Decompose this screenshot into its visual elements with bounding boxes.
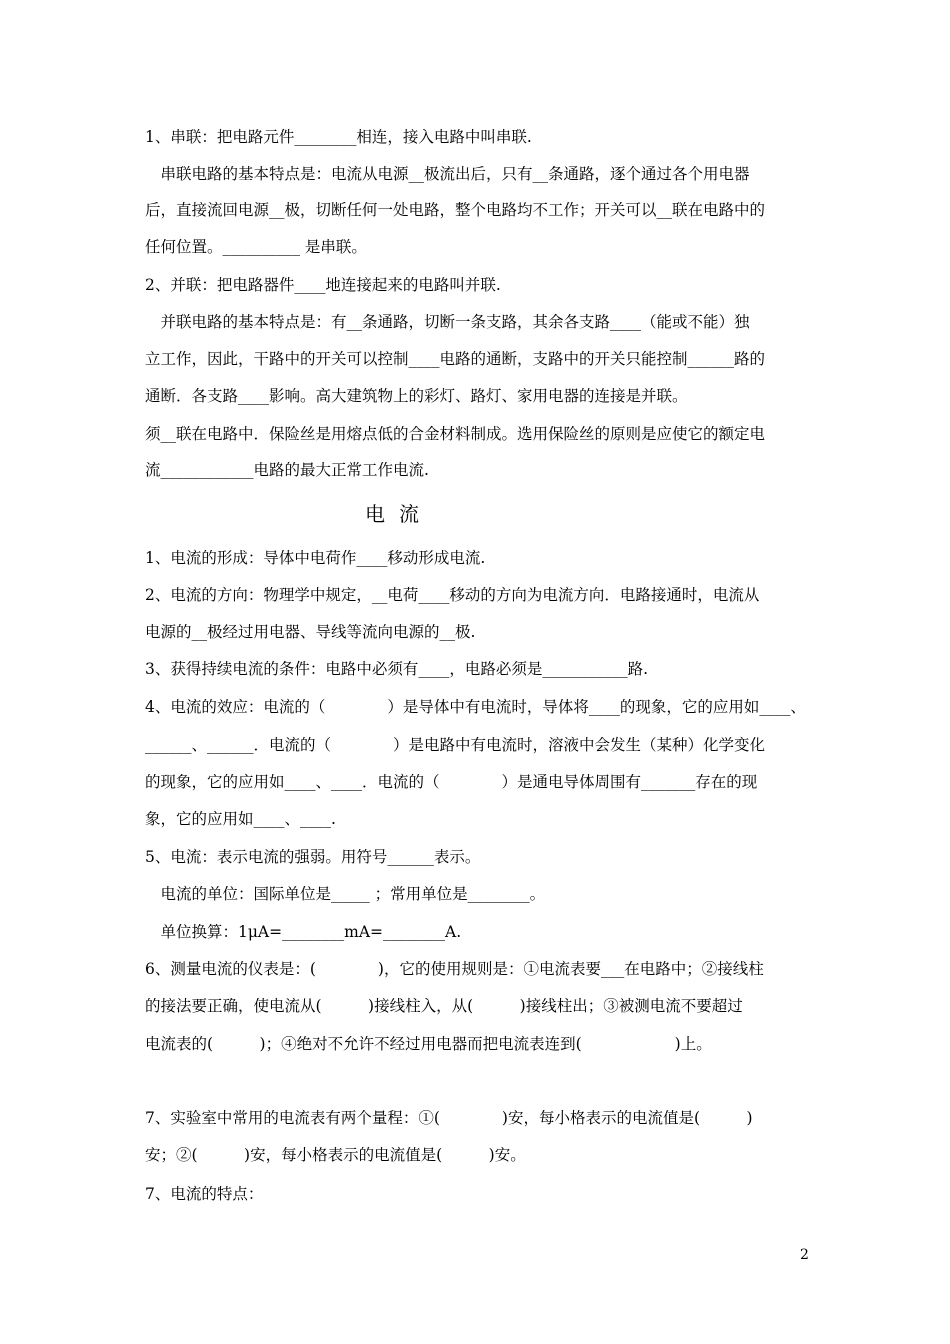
text-line-7: 立工作，因此，干路中的开关可以控制____电路的通断，支路中的开关只能控制______路的 [145,350,766,368]
text-line-15: 4、电流的效应：电流的（ ）是导体中有电流时，导体将____的现象，它的应用如____、 [145,698,806,716]
text-line-2: 串联电路的基本特点是：电流从电源__极流出后，只有__条通路，逐个通过各个用电器 [145,165,750,183]
text-line-4: 任何位置。__________ 是串联。 [145,238,367,256]
text-line-25: 7、实验室中常用的电流表有两个量程：①( )安，每小格表示的电流值是( ) [145,1109,753,1127]
text-line-27: 7、电流的特点： [145,1185,264,1203]
text-line-11: 1、电流的形成：导体中电荷作____移动形成电流. [145,549,486,567]
text-line-5: 2、并联：把电路器件____地连接起来的电路叫并联. [145,276,501,294]
text-line-26: 安；②( )安，每小格表示的电流值是( )安。 [145,1146,526,1164]
text-line-13: 电源的__极经过用电器、导线等流向电源的__极. [145,623,476,641]
text-line-24: 电流表的( )；④绝对不允许不经过用电器而把电流表连到( )上。 [145,1035,712,1053]
text-line-18: 象，它的应用如____、____. [145,810,336,828]
text-line-21: 单位换算：1μA=________mA=________A. [145,923,462,941]
text-line-20: 电流的单位：国际单位是_____ ；常用单位是________。 [145,885,546,903]
text-line-17: 的现象，它的应用如____、____．电流的（ ）是通电导体周围有_______存在的现 [145,773,758,791]
text-line-1: 1、串联：把电路元件________相连，接入电路中叫串联. [145,128,532,146]
text-line-8: 通断．各支路____影响。高大建筑物上的彩灯、路灯、家用电器的连接是并联。 [145,387,688,405]
text-line-19: 5、电流：表示电流的强弱。用符号______表示。 [145,848,481,866]
section-title: 电流 [365,502,433,526]
text-line-3: 后，直接流回电源__极，切断任何一处电路，整个电路均不工作；开关可以__联在电路中的 [145,201,766,219]
text-line-6: 并联电路的基本特点是：有__条通路，切断一条支路，其余各支路____（能或不能）独 [145,313,750,331]
page-number: 2 [800,1247,809,1263]
text-line-10: 流____________电路的最大正常工作电流. [145,461,429,479]
text-line-16: ______、______．电流的（ ）是电路中有电流时，溶液中会发生（某种）化学变化 [145,736,766,754]
text-line-23: 的接法要正确，使电流从( )接线柱入，从( )接线柱出；③被测电流不要超过 [145,997,743,1015]
text-line-22: 6、测量电流的仪表是：( )，它的使用规则是：①电流表要___在电路中；②接线柱 [145,960,764,978]
text-line-14: 3、获得持续电流的条件：电路中必须有____，电路必须是___________路. [145,660,649,678]
text-line-12: 2、电流的方向：物理学中规定，__电荷____移动的方向为电流方向．电路接通时，电流从 [145,586,760,604]
text-line-9: 须__联在电路中．保险丝是用熔点低的合金材料制成。选用保险丝的原则是应使它的额定电 [145,425,766,443]
